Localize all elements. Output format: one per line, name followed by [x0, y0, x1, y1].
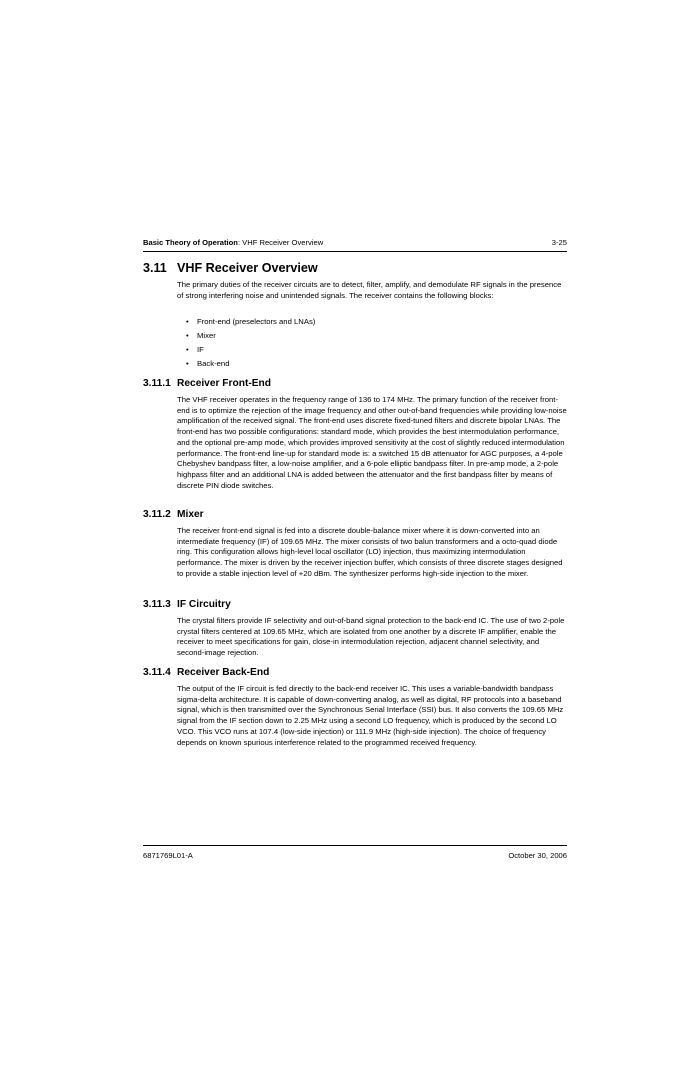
- block-list: [186, 317, 315, 373]
- header-divider: [143, 251, 567, 252]
- list-item: • Mixer: [186, 331, 216, 340]
- subsection-number: 3.11.3: [143, 599, 171, 610]
- subsection-number: 3.11.1: [143, 378, 171, 389]
- section-intro: The primary duties of the receiver circuits are to detect, filter, amplify, and demodulate RF signals in the presence of strong interfering noise and unintended signals. The receiver contains the following blocks:: [177, 280, 562, 300]
- header-breadcrumb: [143, 237, 323, 249]
- subsection-heading-front-end: [143, 377, 271, 390]
- subsection-number: 3.11.4: [143, 667, 171, 678]
- section-number: 3.11: [143, 261, 167, 275]
- subsection-title: Receiver Front-End: [177, 378, 271, 389]
- list-item: • Front-end (preselectors and LNAs): [186, 317, 316, 326]
- bullet-icon: •: [186, 331, 189, 340]
- subsection-heading-if: [143, 598, 231, 611]
- bullet-icon: •: [186, 359, 189, 368]
- list-item: • Back-end: [186, 359, 230, 368]
- subsection-title: Mixer: [177, 509, 204, 520]
- bullet-icon: •: [186, 317, 189, 326]
- document-number: 6871769L01-A: [143, 851, 193, 860]
- page-number: 3-25: [551, 238, 567, 247]
- subsection-heading-mixer: [143, 508, 204, 521]
- front-end-body: The VHF receiver operates in the frequency range of 136 to 174 MHz. The primary function of the receiver front-end is to optimize the rejection of the image frequency and other out-of-band frequencies while providing low-noise amplification of the received signal. The front-end uses discrete fixed-tuned filters and discrete bipolar LNAs. The front-end has two possible configurations: standard mode, which provides the best intermodulation performance, and the optional pre-amp mode, which provides improved sensitivity at the cost of slightly reduced intermodulation performance. The front-end line-up for standard mode is: a switched 15 dB attenuator for AGC purposes, a 4-pole Chebyshev bandpass filter, a low-noise amplifier, and a 6-pole elliptic bandpass filter. In pre-amp mode, a 2-pole highpass filter and an additional LNA is added between the attenuator and the first bandpass filter by means of discrete PIN diode switches.: [177, 395, 567, 490]
- header-section: : VHF Receiver Overview: [237, 238, 324, 247]
- publication-date: October 30, 2006: [508, 851, 567, 860]
- mixer-body: The receiver front-end signal is fed into a discrete double-balance mixer where it is down-converted into an intermediate frequency (IF) of 109.65 MHz. The mixer consists of two balun transformers and a octo-quad diode ring. This configuration allows high-level local oscillator (LO) injection, thus maximizing intermodulation performance. The mixer is driven by the receiver injection buffer, which consists of three discrete stages designed to provide a stable injection level of +20 dBm. The synthesizer performs high-side injection to the mixer.: [177, 526, 563, 578]
- header-chapter: Basic Theory of Operation: [143, 238, 238, 247]
- if-body: The crystal filters provide IF selectivity and out-of-band signal protection to the back-end IC. The use of two 2-pole crystal filters centered at 109.65 MHz, which are isolated from one another by a discrete IF amplifier, enable the receiver to meet specifications for gain, close-in intermodulation rejection, adjacent channel selectivity, and second-image rejection.: [177, 616, 565, 658]
- section-title: VHF Receiver Overview: [177, 261, 318, 275]
- bullet-icon: •: [186, 345, 189, 354]
- subsection-heading-back-end: [143, 666, 269, 679]
- back-end-body: The output of the IF circuit is fed directly to the back-end receiver IC. This uses a variable-bandwidth bandpass sigma-delta architecture. It is capable of down-converting analog, as well as digital, RF protocols into a baseband signal, which is then transmitted over the Synchronous Serial Interface (SSI) bus. It also converts the 109.65 MHz signal from the IF section down to 2.25 MHz using a second LO frequency, which is produced by the second LO VCO. This VCO runs at 107.4 (low-side injection) or 111.9 MHz (high-side injection). The choice of frequency depends on known spurious interference related to the programmed received frequency.: [177, 684, 564, 747]
- page-header: [143, 237, 567, 251]
- subsection-number: 3.11.2: [143, 509, 171, 520]
- list-item: • IF: [186, 345, 204, 354]
- subsection-title: IF Circuitry: [177, 599, 231, 610]
- page-footer: [143, 850, 567, 862]
- subsection-title: Receiver Back-End: [177, 667, 270, 678]
- section-heading: [143, 260, 318, 276]
- footer-divider: [143, 845, 567, 846]
